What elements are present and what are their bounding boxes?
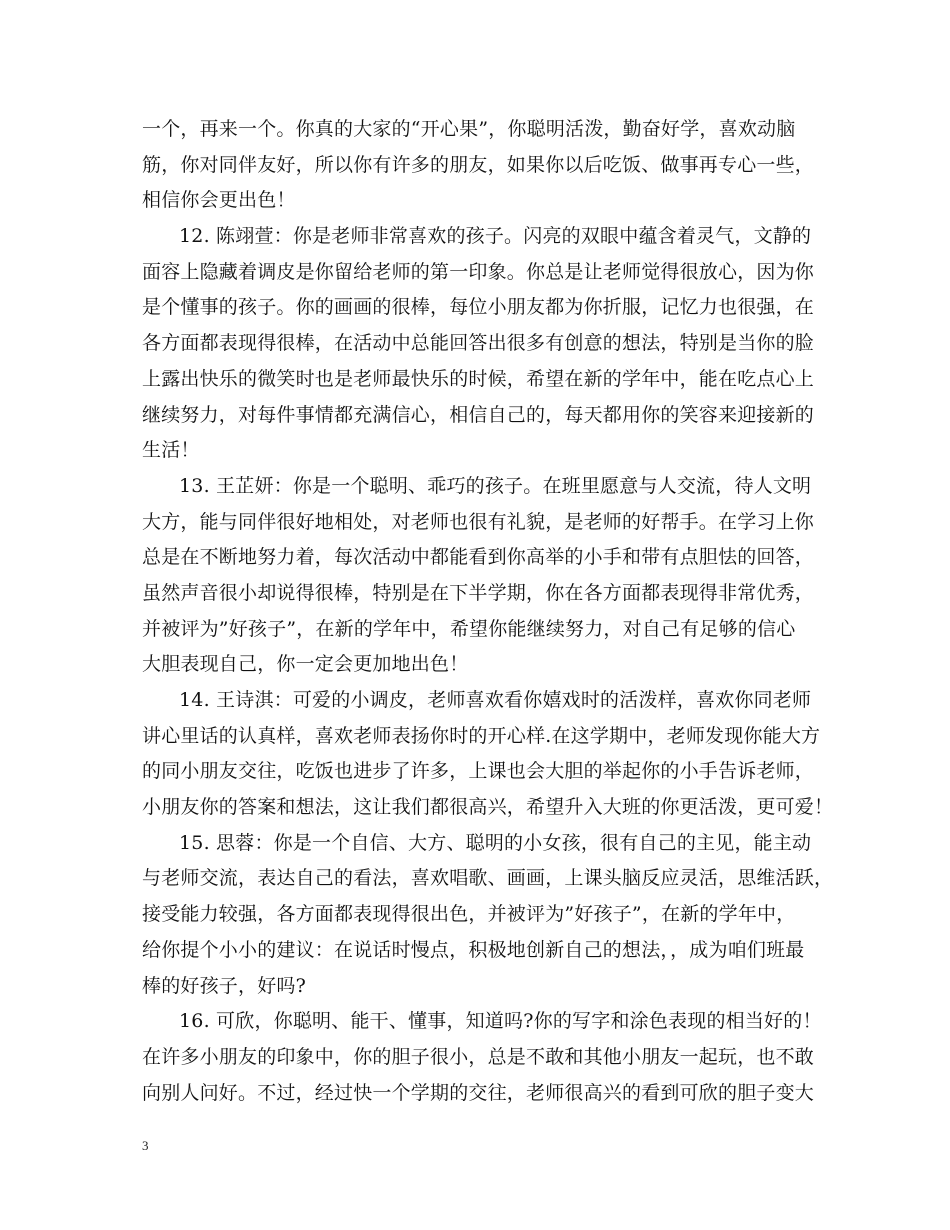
- text-line: 棒的好孩子，好吗?: [142, 974, 306, 997]
- text-line: 给你提个小小的建议：在说话时慢点，积极地创新自己的想法，，成为咱们班最: [142, 938, 805, 961]
- page-number: 3: [142, 1138, 149, 1153]
- text-line: 大胆表现自己，你一定会更加地出色！: [142, 653, 469, 676]
- text-line: 讲心里话的认真样，喜欢老师表扬你时的开心样.在这学期中，老师发现你能大方: [142, 724, 821, 747]
- text-line: 向别人问好。不过，经过快一个学期的交往，老师很高兴的看到可欣的胆子变大: [142, 1081, 815, 1104]
- text-line: 各方面都表现得很棒，在活动中总能回答出很多有创意的想法，特别是当你的脸: [142, 332, 815, 355]
- text-line: 小朋友你的答案和想法，这让我们都很高兴，希望升入大班的你更活泼，更可爱！: [142, 796, 834, 819]
- paragraph-start-line: 12. 陈翊萱：你是老师非常喜欢的孩子。闪亮的双眼中蕴含着灵气，文静的: [179, 225, 812, 248]
- text-line: 总是在不断地努力着，每次活动中都能看到你高举的小手和带有点胆怯的回答，: [142, 546, 815, 569]
- text-line: 在许多小朋友的印象中，你的胆子很小，总是不敢和其他小朋友一起玩，也不敢: [142, 1045, 815, 1068]
- paragraph-start-line: 15. 思蓉：你是一个自信、大方、聪明的小女孩，很有自己的主见，能主动: [179, 831, 812, 854]
- paragraph-start-line: 14. 王诗淇：可爱的小调皮，老师喜欢看你嬉戏时的活泼样，喜欢你同老师: [179, 689, 812, 711]
- text-line: 并被评为”好孩子”，在新的学年中，希望你能继续努力，对自己有足够的信心: [142, 617, 796, 640]
- text-line: 接受能力较强，各方面都表现得很出色，并被评为”好孩子”，在新的学年中，: [142, 903, 796, 926]
- text-line: 虽然声音很小却说得很棒，特别是在下半学期，你在各方面都表现得非常优秀，: [142, 581, 815, 604]
- text-line: 面容上隐藏着调皮是你留给老师的第一印象。你总是让老师觉得很放心，因为你: [142, 260, 815, 283]
- text-line: 继续努力，对每件事情都充满信心，相信自己的，每天都用你的笑容来迎接新的: [142, 403, 815, 426]
- paragraph-start-line: 16. 可欣，你聪明、能干、懂事，知道吗?你的写字和涂色表现的相当好的！: [179, 1010, 822, 1033]
- text-line: 的同小朋友交往，吃饭也进步了许多，上课也会大胆的举起你的小手告诉老师，: [142, 760, 815, 783]
- text-line: 上露出快乐的微笑时也是老师最快乐的时候，希望在新的学年中，能在吃点心上: [142, 367, 815, 390]
- text-line: 生活！: [142, 439, 200, 462]
- text-line: 相信你会更出色！: [142, 189, 296, 212]
- text-line: 与老师交流，表达自己的看法，喜欢唱歌、画画，上课头脑反应灵活，思维活跃，: [142, 867, 834, 890]
- text-line: 大方，能与同伴很好地相处，对老师也很有礼貌，是老师的好帮手。在学习上你: [142, 510, 815, 533]
- paragraph-start-line: 13. 王芷妍：你是一个聪明、乖巧的孩子。在班里愿意与人交流，待人文明: [179, 474, 812, 497]
- document-body: [142, 112, 834, 1111]
- text-line: 是个懂事的孩子。你的画画的很棒，每位小朋友都为你折服，记忆力也很强，在: [142, 296, 815, 319]
- text-line: 筋，你对同伴友好，所以你有许多的朋友，如果你以后吃饭、做事再专心一些，: [142, 153, 815, 176]
- text-line: 一个，再来一个。你真的大家的“开心果”，你聪明活泼，勤奋好学，喜欢动脑: [142, 118, 796, 140]
